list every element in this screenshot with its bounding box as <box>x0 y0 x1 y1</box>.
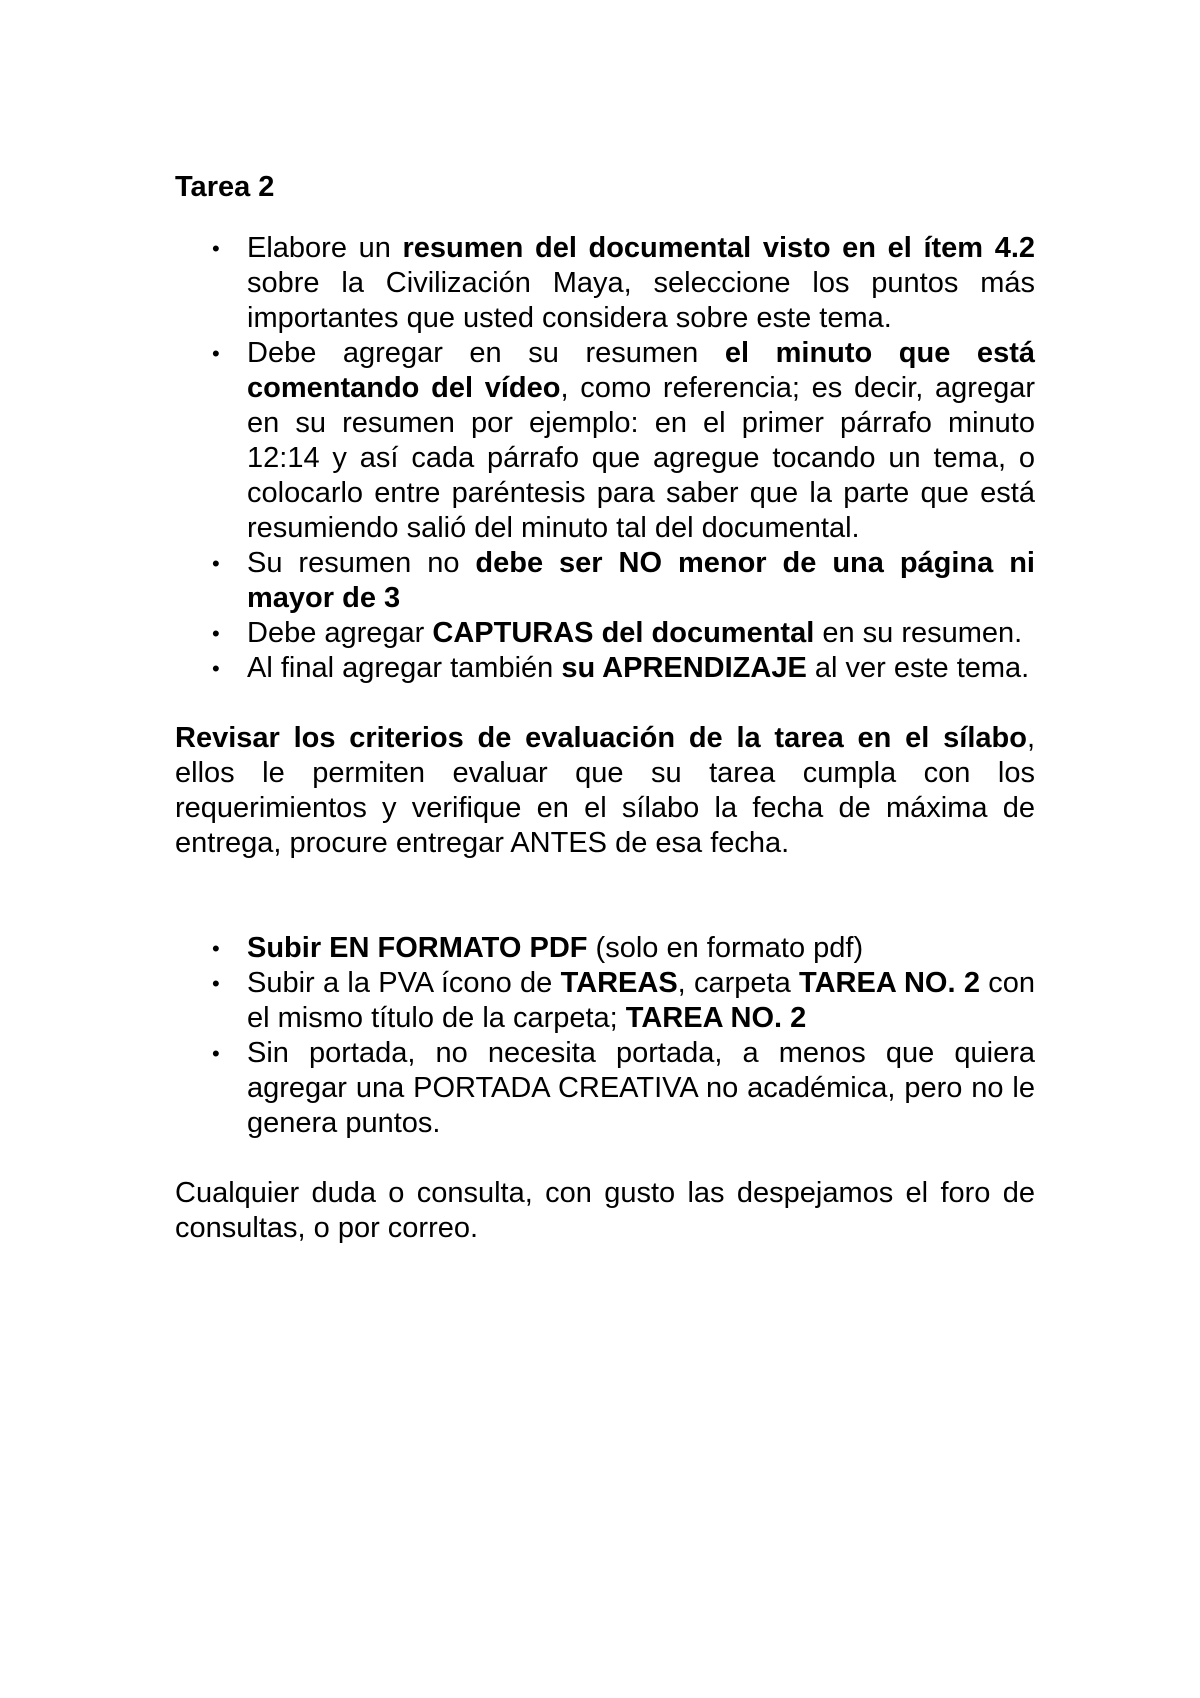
closing-paragraph: Cualquier duda o consulta, con gusto las despejamos el foro de consultas, o por correo. <box>175 1177 1035 1244</box>
list-item-text: sobre la Civilización Maya, seleccione los puntos más importantes que usted considera sobre este tema. <box>247 267 1035 334</box>
list-item-text: (solo en formato pdf) <box>587 932 864 964</box>
list-item <box>175 546 1035 616</box>
list-item-text: , como referencia; es decir, agregar en su resumen por ejemplo: en el primer párrafo minuto 12:14 y así cada párrafo que agregue tocando un tema, o colocarlo entre paréntesis para saber que la parte que está resumiendo salió del minuto tal del documental. <box>247 372 1035 544</box>
list-item-text: Sin portada, no necesita portada, a menos que quiera agregar una PORTADA CREATIVA no académica, pero no le genera puntos. <box>247 1037 1035 1139</box>
bullet-icon: • <box>212 656 220 681</box>
list-item <box>175 966 1035 1036</box>
instructions-list <box>175 231 1035 686</box>
criteria-paragraph <box>175 721 1035 861</box>
bullet-icon: • <box>212 236 220 261</box>
list-item-bold: resumen del documental visto en el ítem 4.2 <box>402 232 1036 264</box>
list-item-bold: TAREAS <box>560 967 678 999</box>
list-item-text: , carpeta <box>677 967 800 999</box>
criteria-bold: Revisar los criterios de evaluación de la tarea en el sílabo <box>175 722 1027 754</box>
list-item-text: Subir a la PVA ícono de <box>247 967 561 999</box>
list-item-text: Al final agregar también <box>247 652 562 684</box>
bullet-icon: • <box>212 936 220 961</box>
list-item-text: en su resumen. <box>814 617 1023 649</box>
list-item-text: Elabore un <box>247 232 403 264</box>
list-item-bold: Subir EN FORMATO PDF <box>247 932 588 964</box>
spacer <box>175 686 1035 721</box>
list-item-text: con el mismo título de la carpeta; <box>247 967 1035 1034</box>
list-item <box>175 616 1035 651</box>
list-item-text: Debe agregar <box>247 617 433 649</box>
list-item <box>175 336 1035 546</box>
submission-list <box>175 931 1035 1141</box>
bullet-icon: • <box>212 621 220 646</box>
list-item-text: al ver este tema. <box>806 652 1030 684</box>
list-item-bold: TAREA NO. 2 <box>799 967 980 999</box>
document-page <box>175 170 1035 1246</box>
criteria-text: , ellos le permiten evaluar que su tarea cumpla con los requerimientos y verifique en el sílabo la fecha de máxima de entrega, procure entregar ANTES de esa fecha. <box>175 722 1035 859</box>
bullet-icon: • <box>212 551 220 576</box>
list-item <box>175 931 1035 966</box>
list-item-text: Su resumen no <box>247 547 476 579</box>
list-item <box>175 651 1035 686</box>
bullet-icon: • <box>212 971 220 996</box>
spacer <box>175 861 1035 931</box>
list-item-text: Debe agregar en su resumen <box>247 337 725 369</box>
list-item-bold: su APRENDIZAJE <box>561 652 807 684</box>
list-item-bold: debe ser NO menor de una página ni mayor de 3 <box>247 547 1035 614</box>
list-item <box>175 1036 1035 1141</box>
list-item-bold: CAPTURAS del documental <box>432 617 815 649</box>
list-item-bold: el minuto que está comentando del vídeo <box>247 337 1035 404</box>
list-item <box>175 231 1035 336</box>
list-item-bold: TAREA NO. 2 <box>625 1002 807 1034</box>
bullet-icon: • <box>212 341 220 366</box>
document-title: Tarea 2 <box>175 171 275 203</box>
spacer <box>175 1141 1035 1176</box>
bullet-icon: • <box>212 1041 220 1066</box>
